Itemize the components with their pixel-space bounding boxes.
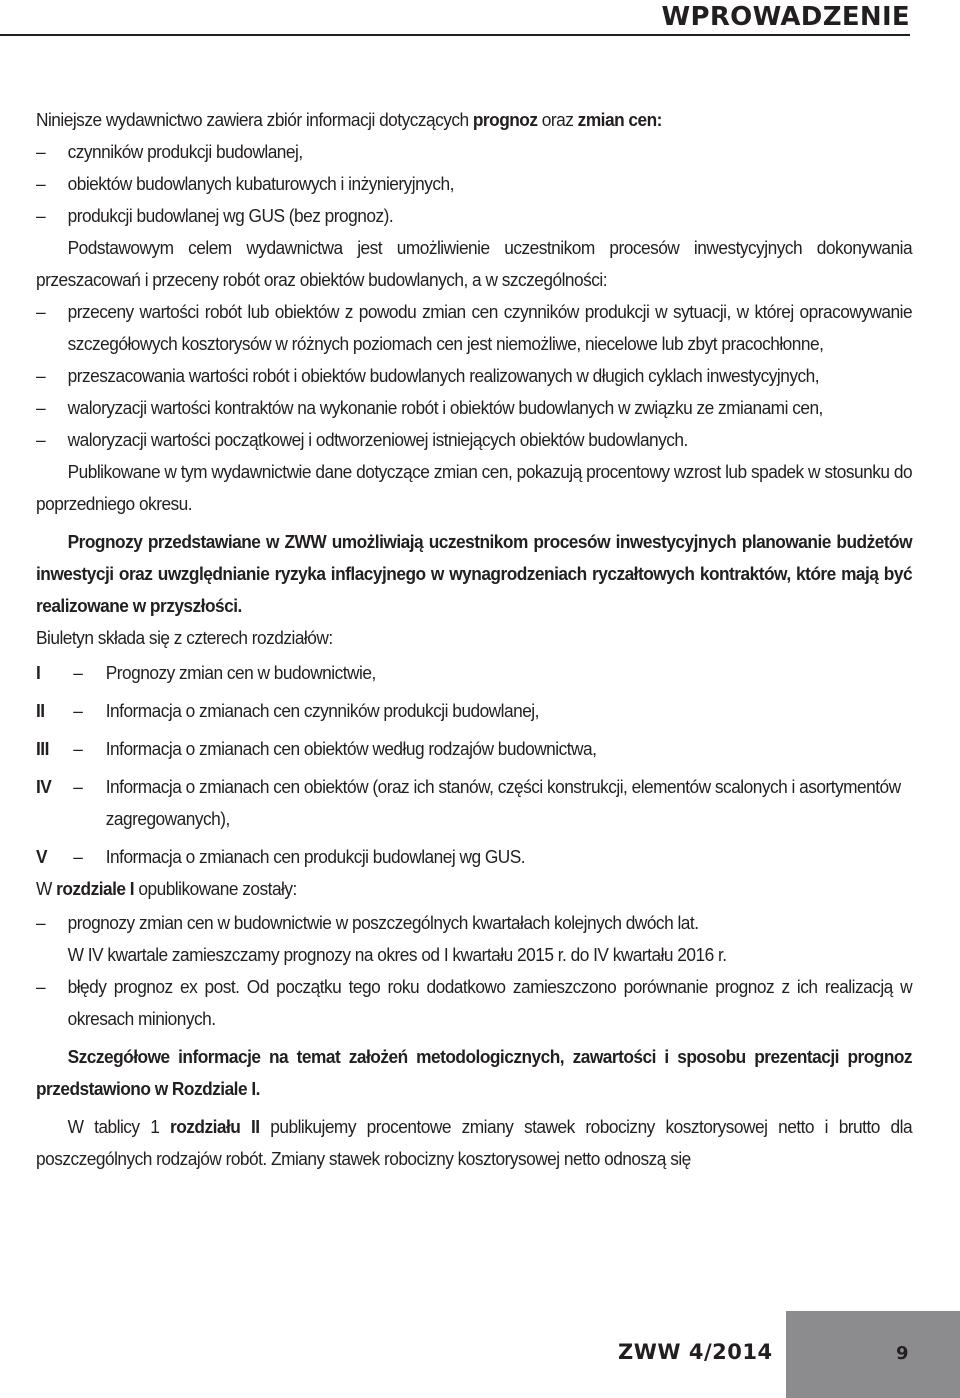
- list-item-text: obiektów budowlanych kubaturowych i inżynieryjnych,: [67, 173, 454, 194]
- list-item: [36, 136, 912, 168]
- dash-icon: –: [36, 429, 46, 450]
- intro-text-mid: oraz: [537, 109, 578, 130]
- dash-icon: –: [36, 301, 46, 322]
- method-paragraph: [36, 1041, 912, 1105]
- chapter-title: Informacja o zmianach cen produkcji budowlanej wg GUS.: [105, 846, 526, 867]
- chapter-number: I: [36, 662, 41, 683]
- table-paragraph: [36, 1111, 912, 1175]
- chapter-number: III: [36, 738, 49, 759]
- chapter-number: IV: [36, 776, 52, 797]
- footer-issue: ZWW 4/2014: [618, 1340, 773, 1364]
- list-item: [36, 424, 912, 456]
- chapter1-paragraph: [36, 873, 912, 905]
- chapter1-text-post: opublikowane zostały:: [134, 878, 297, 899]
- chapter-title: Prognozy zmian cen w budownictwie,: [105, 662, 376, 683]
- chapter-title: Informacja o zmianach cen obiektów według rodzajów budownictwa,: [105, 738, 597, 759]
- list-item: [36, 907, 912, 939]
- dash-icon: –: [73, 738, 83, 759]
- chapter1-note: W IV kwartale zamieszczamy prognozy na okres od I kwartału 2015 r. do IV kwartału 2016 r.: [67, 944, 727, 965]
- chapter1-list: [36, 907, 912, 1035]
- dash-icon: –: [36, 205, 46, 226]
- list-item: [36, 168, 912, 200]
- chapter-item: [36, 771, 912, 835]
- dash-icon: –: [73, 700, 83, 721]
- purpose-paragraph: Podstawowym celem wydawnictwa jest umożliwienie uczestnikom procesów inwestycyjnych dokonywania przeszacowań i przeceny robót oraz obiektów budowlanych, a w szczególności:: [36, 237, 913, 290]
- page-header-title: WPROWADZENIE: [661, 2, 910, 32]
- intro-text: Niniejsze wydawnictwo zawiera zbiór informacji dotyczących: [36, 109, 473, 130]
- chapter-number: V: [36, 846, 48, 867]
- dash-icon: –: [73, 662, 83, 683]
- chapter-number: II: [36, 700, 45, 721]
- chapter-title: Informacja o zmianach cen czynników produkcji budowlanej,: [105, 700, 539, 721]
- intro-paragraph: [36, 104, 912, 136]
- dash-icon: –: [36, 141, 46, 162]
- dash-icon: –: [36, 912, 46, 933]
- table-text: W tablicy 1: [67, 1116, 171, 1137]
- chapters-list: [36, 657, 912, 873]
- forecast-paragraph: [36, 526, 912, 622]
- dash-icon: –: [73, 776, 83, 797]
- forecast-bold-text: Prognozy przedstawiane w ZWW umożliwiają uczestnikom procesów inwestycyjnych planowanie budżetów inwestycji oraz uwzględnianie ryzyka inflacyjnego w wynagrodzeniach ryczałtowych kontraktów, które mają być realizowane w przyszłości.: [36, 531, 913, 616]
- chapter1-text: W: [36, 878, 57, 899]
- chapter-item: [36, 657, 912, 689]
- list-item-text: czynników produkcji budowlanej,: [67, 141, 303, 162]
- dash-icon: –: [73, 846, 83, 867]
- list-item: [36, 392, 912, 424]
- intro-bold-prognoz: prognoz: [472, 109, 538, 130]
- list-item-text: waloryzacji wartości kontraktów na wykonanie robót i obiektów budowlanych w związku ze zmianami cen,: [67, 397, 823, 418]
- dash-icon: –: [36, 976, 46, 997]
- footer-page-box: [786, 1311, 960, 1398]
- chapter-item: [36, 733, 912, 765]
- list-item: [36, 200, 912, 232]
- published-paragraph: Publikowane w tym wydawnictwie dane dotyczące zmian cen, pokazują procentowy wzrost lub spadek w stosunku do poprzedniego okresu.: [36, 461, 913, 514]
- chapter-title: Informacja o zmianach cen obiektów (oraz ich stanów, części konstrukcji, elementów scalonych i asortymentów zagregowanych),: [105, 776, 901, 829]
- list-item-text: przeceny wartości robót lub obiektów z powodu zmian cen czynników produkcji w sytuacji, w której opracowywanie szczegółowych kosztorysów w różnych poziomach cen jest niemożliwe, niecelowe lub zbyt pracochłonne,: [67, 301, 913, 354]
- list-item-text: prognozy zmian cen w budownictwie w poszczególnych kwartałach kolejnych dwóch lat.: [67, 912, 699, 933]
- dash-icon: –: [36, 397, 46, 418]
- table-bold: rozdziału II: [170, 1116, 260, 1137]
- dash-icon: –: [36, 365, 46, 386]
- list-item: [36, 296, 912, 360]
- page-number: 9: [896, 1343, 909, 1364]
- dash-icon: –: [36, 173, 46, 194]
- intro-list: [36, 136, 912, 232]
- list-item-text: błędy prognoz ex post. Od początku tego roku dodatkowo zamieszczono porównanie prognoz z ich realizacją w okresach minionych.: [67, 976, 913, 1029]
- list-item-text: waloryzacji wartości początkowej i odtworzeniowej istniejących obiektów budowlanych.: [67, 429, 688, 450]
- header-rule: [0, 34, 910, 36]
- list-item: [36, 360, 912, 392]
- method-bold-text: Szczegółowe informacje na temat założeń metodologicznych, zawartości i sposobu prezentacji prognoz przedstawiono w Rozdziale I.: [36, 1046, 913, 1099]
- chapter-item: [36, 695, 912, 727]
- table-text-post: publikujemy procentowe zmiany stawek robocizny kosztorysowej netto i brutto dla poszczególnych rodzajów robót. Zmiany stawek robocizny kosztorysowej netto odnoszą się: [36, 1116, 913, 1169]
- purpose-list: [36, 296, 912, 456]
- list-item: [36, 971, 912, 1035]
- intro-bold-zmian-cen: zmian cen:: [577, 109, 662, 130]
- chapters-intro: Biuletyn składa się z czterech rozdziałów:: [36, 627, 333, 648]
- list-item-text: produkcji budowlanej wg GUS (bez prognoz).: [67, 205, 394, 226]
- list-item-text: przeszacowania wartości robót i obiektów budowlanych realizowanych w długich cyklach inwestycyjnych,: [67, 365, 820, 386]
- chapter-item: [36, 841, 912, 873]
- article-body: [36, 104, 912, 1175]
- chapter1-bold: rozdziale I: [56, 878, 135, 899]
